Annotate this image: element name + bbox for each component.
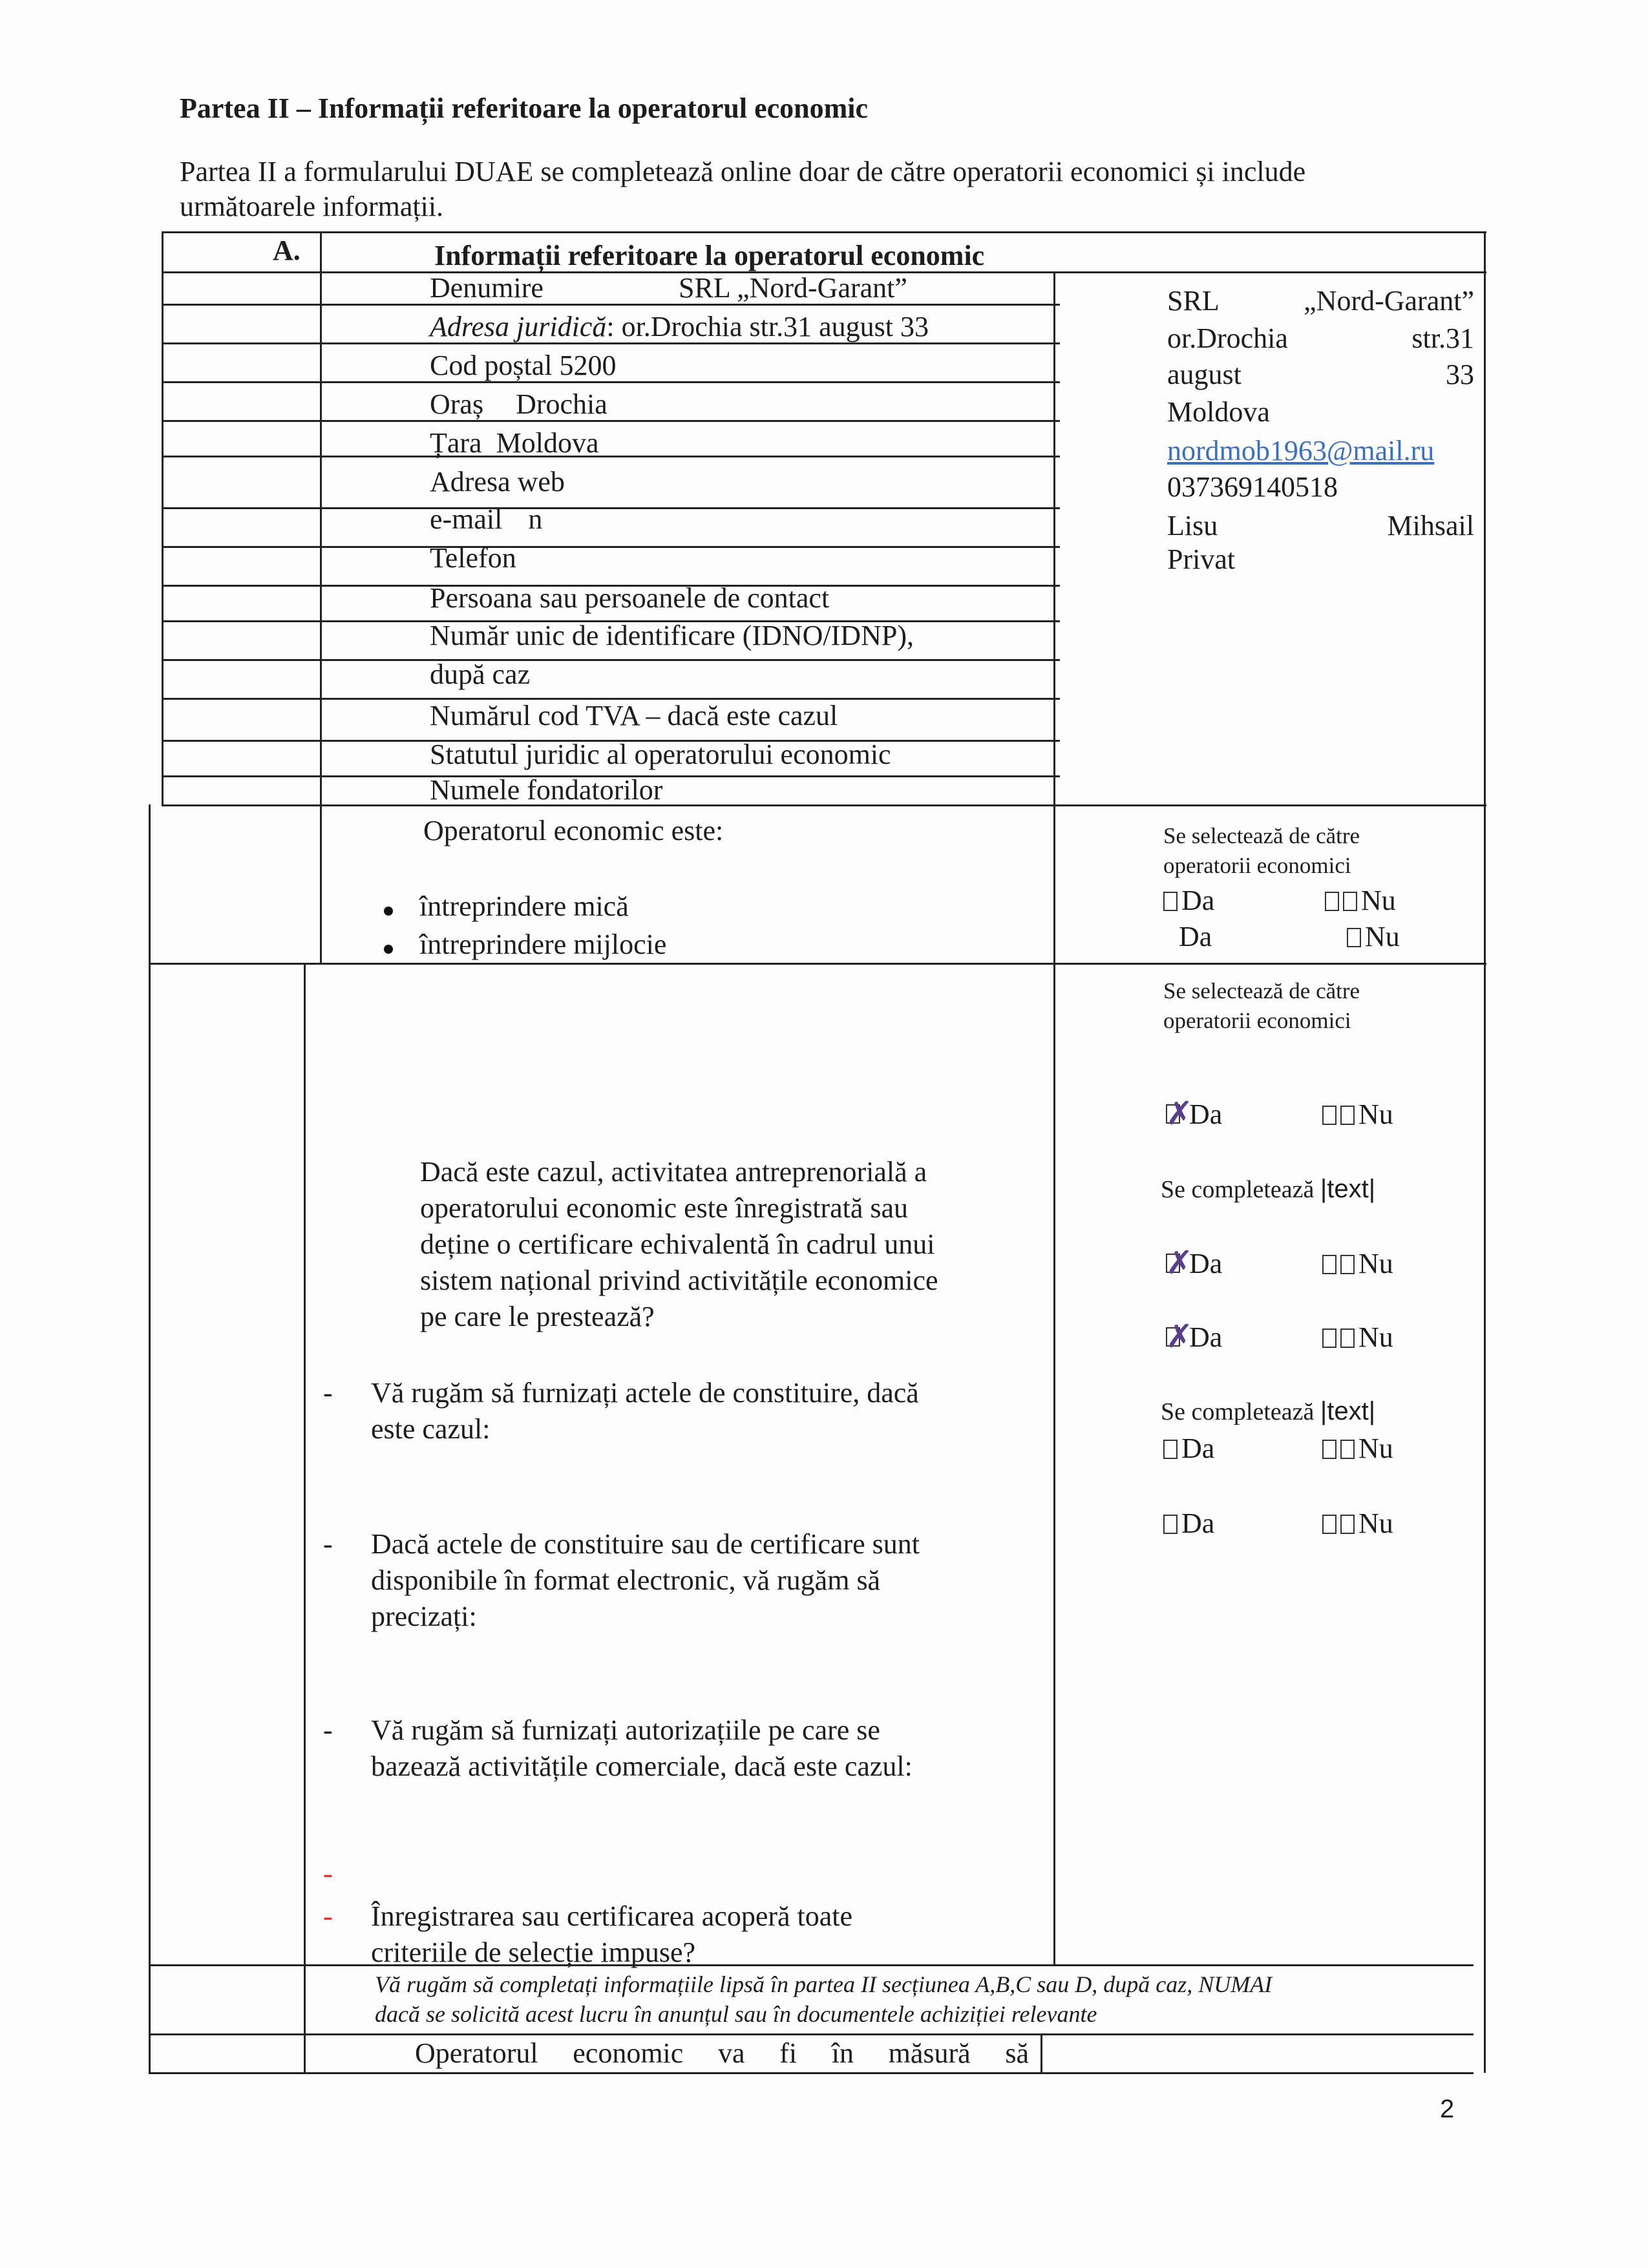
part-title: Partea II – Informații referitoare la operatorul economic (180, 92, 869, 124)
da-label: Da (1181, 1507, 1215, 1539)
q5-red-dash-top: - (323, 1858, 333, 1889)
nu-label: Nu (1361, 885, 1396, 916)
field-email-value: n (528, 503, 543, 535)
field-tara-value: Moldova (496, 427, 599, 459)
da-label: Da (1189, 1321, 1223, 1353)
q3-line-3: precizați: (371, 1601, 477, 1632)
q2-line-1: Vă rugăm să furnizați actele de constituire, dacă (371, 1377, 919, 1409)
field-tva: Numărul cod TVA – dacă este cazul (430, 700, 838, 731)
registration-q4-da-option[interactable] (1163, 1431, 1214, 1467)
da-label: Da (1189, 1248, 1223, 1279)
checkbox-icon[interactable] (1343, 892, 1357, 911)
intro-line-2: următoarele informații. (180, 191, 444, 222)
operator-select-note-line-1: Se selectează de către (1163, 823, 1360, 848)
answer-street: str.31 (1411, 322, 1474, 354)
answer-street-name: august (1167, 359, 1241, 390)
bullet-icon (384, 945, 393, 954)
registration-q5-da-option[interactable] (1163, 1506, 1214, 1542)
registration-question-line-3: deține o certificare echivalentă în cadrul unui (420, 1228, 935, 1260)
checkbox-icon[interactable] (1322, 1440, 1336, 1459)
section-title: Informații referitoare la operatorul economic (434, 240, 985, 271)
operator-medium-da-option[interactable] (1179, 919, 1212, 955)
field-adresa-value: : or.Drochia str.31 august 33 (606, 311, 929, 342)
da-label: Da (1179, 921, 1212, 952)
section-letter: A. (273, 235, 301, 266)
answer-city: or.Drochia (1167, 322, 1288, 354)
complete-note-label: Se completează (1161, 1176, 1315, 1203)
footer-note-line-2: dacă se solicită acest lucru în anunțul sau în documentele achiziției relevante (375, 2001, 1097, 2027)
answer-phone: 037369140518 (1167, 471, 1338, 503)
registration-complete-note-2 (1161, 1397, 1375, 1426)
checkbox-icon[interactable] (1322, 1106, 1336, 1125)
nu-label: Nu (1358, 1248, 1393, 1279)
q3-line-1: Dacă actele de constituire sau de certificare sunt (371, 1528, 920, 1560)
nu-label: Nu (1358, 1433, 1393, 1464)
q3-line-2: disponibile în format electronic, vă rugăm să (371, 1564, 881, 1596)
answer-country: Moldova (1167, 396, 1270, 428)
registration-q5-nu-option[interactable] (1322, 1506, 1393, 1542)
registration-question-line-4: sistem național privind activitățile economice (420, 1265, 938, 1296)
text-placeholder-2[interactable]: |text| (1320, 1397, 1376, 1425)
checkbox-icon[interactable] (1325, 892, 1339, 911)
field-oras-label: Oraș (430, 388, 484, 420)
field-idno-line-1: Număr unic de identificare (IDNO/IDNP), (430, 620, 914, 651)
checkbox-icon[interactable] (1163, 1440, 1178, 1459)
answer-address-line-2 (1167, 357, 1474, 393)
da-label: Da (1189, 1098, 1223, 1130)
checkbox-icon[interactable] (1163, 892, 1178, 911)
field-cod-postal: Cod poștal 5200 (430, 350, 617, 381)
checked-box-icon[interactable]: ✗ (1166, 1244, 1193, 1281)
q4-line-1: Vă rugăm să furnizați autorizațiile pe care se (371, 1714, 880, 1746)
q3-dash: - (323, 1528, 333, 1560)
registration-q1-nu-option[interactable] (1322, 1097, 1393, 1133)
field-denumire-value: SRL „Nord-Garant” (679, 272, 907, 304)
intro-line-1: Partea II a formularului DUAE se completează online doar de către operatorii economici și include (180, 156, 1306, 187)
registration-q3-da-option[interactable] (1163, 1319, 1222, 1356)
checkbox-icon[interactable] (1322, 1515, 1336, 1534)
da-label: Da (1181, 1433, 1215, 1464)
field-oras-value: Drochia (516, 388, 607, 420)
q4-dash: - (323, 1714, 333, 1746)
operator-type-item-medium-label: întreprindere mijlocie (419, 929, 667, 960)
q4-line-2: bazează activitățile comerciale, dacă este cazul: (371, 1750, 913, 1782)
nu-label: Nu (1365, 921, 1400, 952)
operator-select-note-line-2: operatorii economici (1163, 853, 1351, 878)
answer-name-line (1167, 283, 1474, 319)
answer-company-name: „Nord-Garant” (1304, 285, 1474, 317)
checkbox-icon[interactable] (1322, 1255, 1336, 1274)
registration-question-line-1: Dacă este cazul, activitatea antreprenorială a (420, 1156, 927, 1188)
registration-complete-note-1 (1161, 1175, 1375, 1204)
nu-label: Nu (1358, 1098, 1393, 1130)
operator-small-da-option[interactable] (1163, 883, 1214, 919)
checkbox-icon[interactable] (1340, 1106, 1355, 1125)
answer-address-line-1 (1167, 320, 1474, 357)
da-label: Da (1181, 885, 1215, 916)
field-adresa-label: Adresa juridică (430, 311, 607, 342)
answer-srl: SRL (1167, 285, 1220, 317)
q5-line-1: Înregistrarea sau certificarea acoperă toate (371, 1900, 853, 1932)
answer-statut: Privat (1167, 543, 1236, 575)
checkbox-icon[interactable] (1322, 1328, 1336, 1348)
checked-box-icon[interactable]: ✗ (1166, 1318, 1193, 1355)
registration-q2-da-option[interactable] (1163, 1246, 1222, 1282)
registration-q4-nu-option[interactable] (1322, 1431, 1393, 1467)
field-persoana-contact: Persoana sau persoanele de contact (430, 582, 830, 614)
q2-line-2: este cazul: (371, 1413, 491, 1445)
operator-type-item-small-label: întreprindere mică (419, 890, 629, 922)
answer-contact-firstname: Mihsail (1387, 510, 1474, 541)
text-placeholder-1[interactable]: |text| (1320, 1175, 1376, 1203)
registration-q1-da-option[interactable] (1163, 1097, 1222, 1133)
checkbox-icon[interactable] (1340, 1515, 1355, 1534)
field-statut: Statutul juridic al operatorului economic (430, 739, 891, 770)
answer-street-number: 33 (1446, 359, 1474, 390)
field-denumire-label: Denumire (430, 272, 544, 304)
bullet-icon (384, 907, 393, 916)
nu-label: Nu (1358, 1507, 1393, 1539)
checkbox-icon[interactable] (1340, 1255, 1355, 1274)
operator-type-label: Operatorul economic este: (423, 815, 724, 846)
registration-q2-nu-option[interactable] (1322, 1246, 1393, 1282)
field-telefon: Telefon (430, 542, 516, 574)
complete-note-label: Se completează (1161, 1398, 1315, 1425)
footer-note-line-1: Vă rugăm să completați informațiile lipsă în partea II secțiunea A,B,C sau D, după caz, NUMAI (375, 1971, 1273, 1997)
checkbox-icon[interactable] (1340, 1328, 1355, 1348)
answer-contact-surname: Lisu (1167, 510, 1218, 541)
field-fondatori: Numele fondatorilor (430, 774, 663, 806)
field-tara-label: Țara (430, 427, 482, 459)
page-number: 2 (1440, 2095, 1455, 2123)
operator-medium-nu-option[interactable] (1347, 919, 1400, 955)
q5-line-2: criteriile de selecție impuse? (371, 1937, 696, 1968)
registration-question-line-2: operatorului economic este înregistrată sau (420, 1192, 909, 1224)
answer-contact (1167, 508, 1474, 544)
field-email-label: e-mail (430, 503, 503, 535)
nu-label: Nu (1358, 1321, 1393, 1353)
last-row-label: Operatorul economic va fi în măsură să (415, 2037, 1029, 2069)
field-adresa-web: Adresa web (430, 466, 565, 498)
checkbox-icon[interactable] (1163, 1515, 1178, 1534)
registration-select-note-line-1: Se selectează de către (1163, 978, 1360, 1003)
field-idno-line-2: după caz (430, 658, 531, 690)
registration-question-line-5: pe care le prestează? (420, 1301, 655, 1332)
operator-type-item-small (384, 888, 629, 925)
checkbox-icon[interactable] (1347, 928, 1361, 947)
registration-q3-nu-option[interactable] (1322, 1319, 1393, 1356)
checked-box-icon[interactable]: ✗ (1166, 1095, 1193, 1132)
operator-small-nu-option[interactable] (1325, 883, 1396, 919)
answer-email-link[interactable]: nordmob1963@mail.ru (1167, 435, 1435, 467)
operator-type-item-medium (384, 927, 666, 963)
registration-select-note-line-2: operatorii economici (1163, 1008, 1351, 1033)
q5-red-dash: - (323, 1900, 333, 1932)
q2-dash: - (323, 1377, 333, 1409)
checkbox-icon[interactable] (1340, 1440, 1355, 1459)
